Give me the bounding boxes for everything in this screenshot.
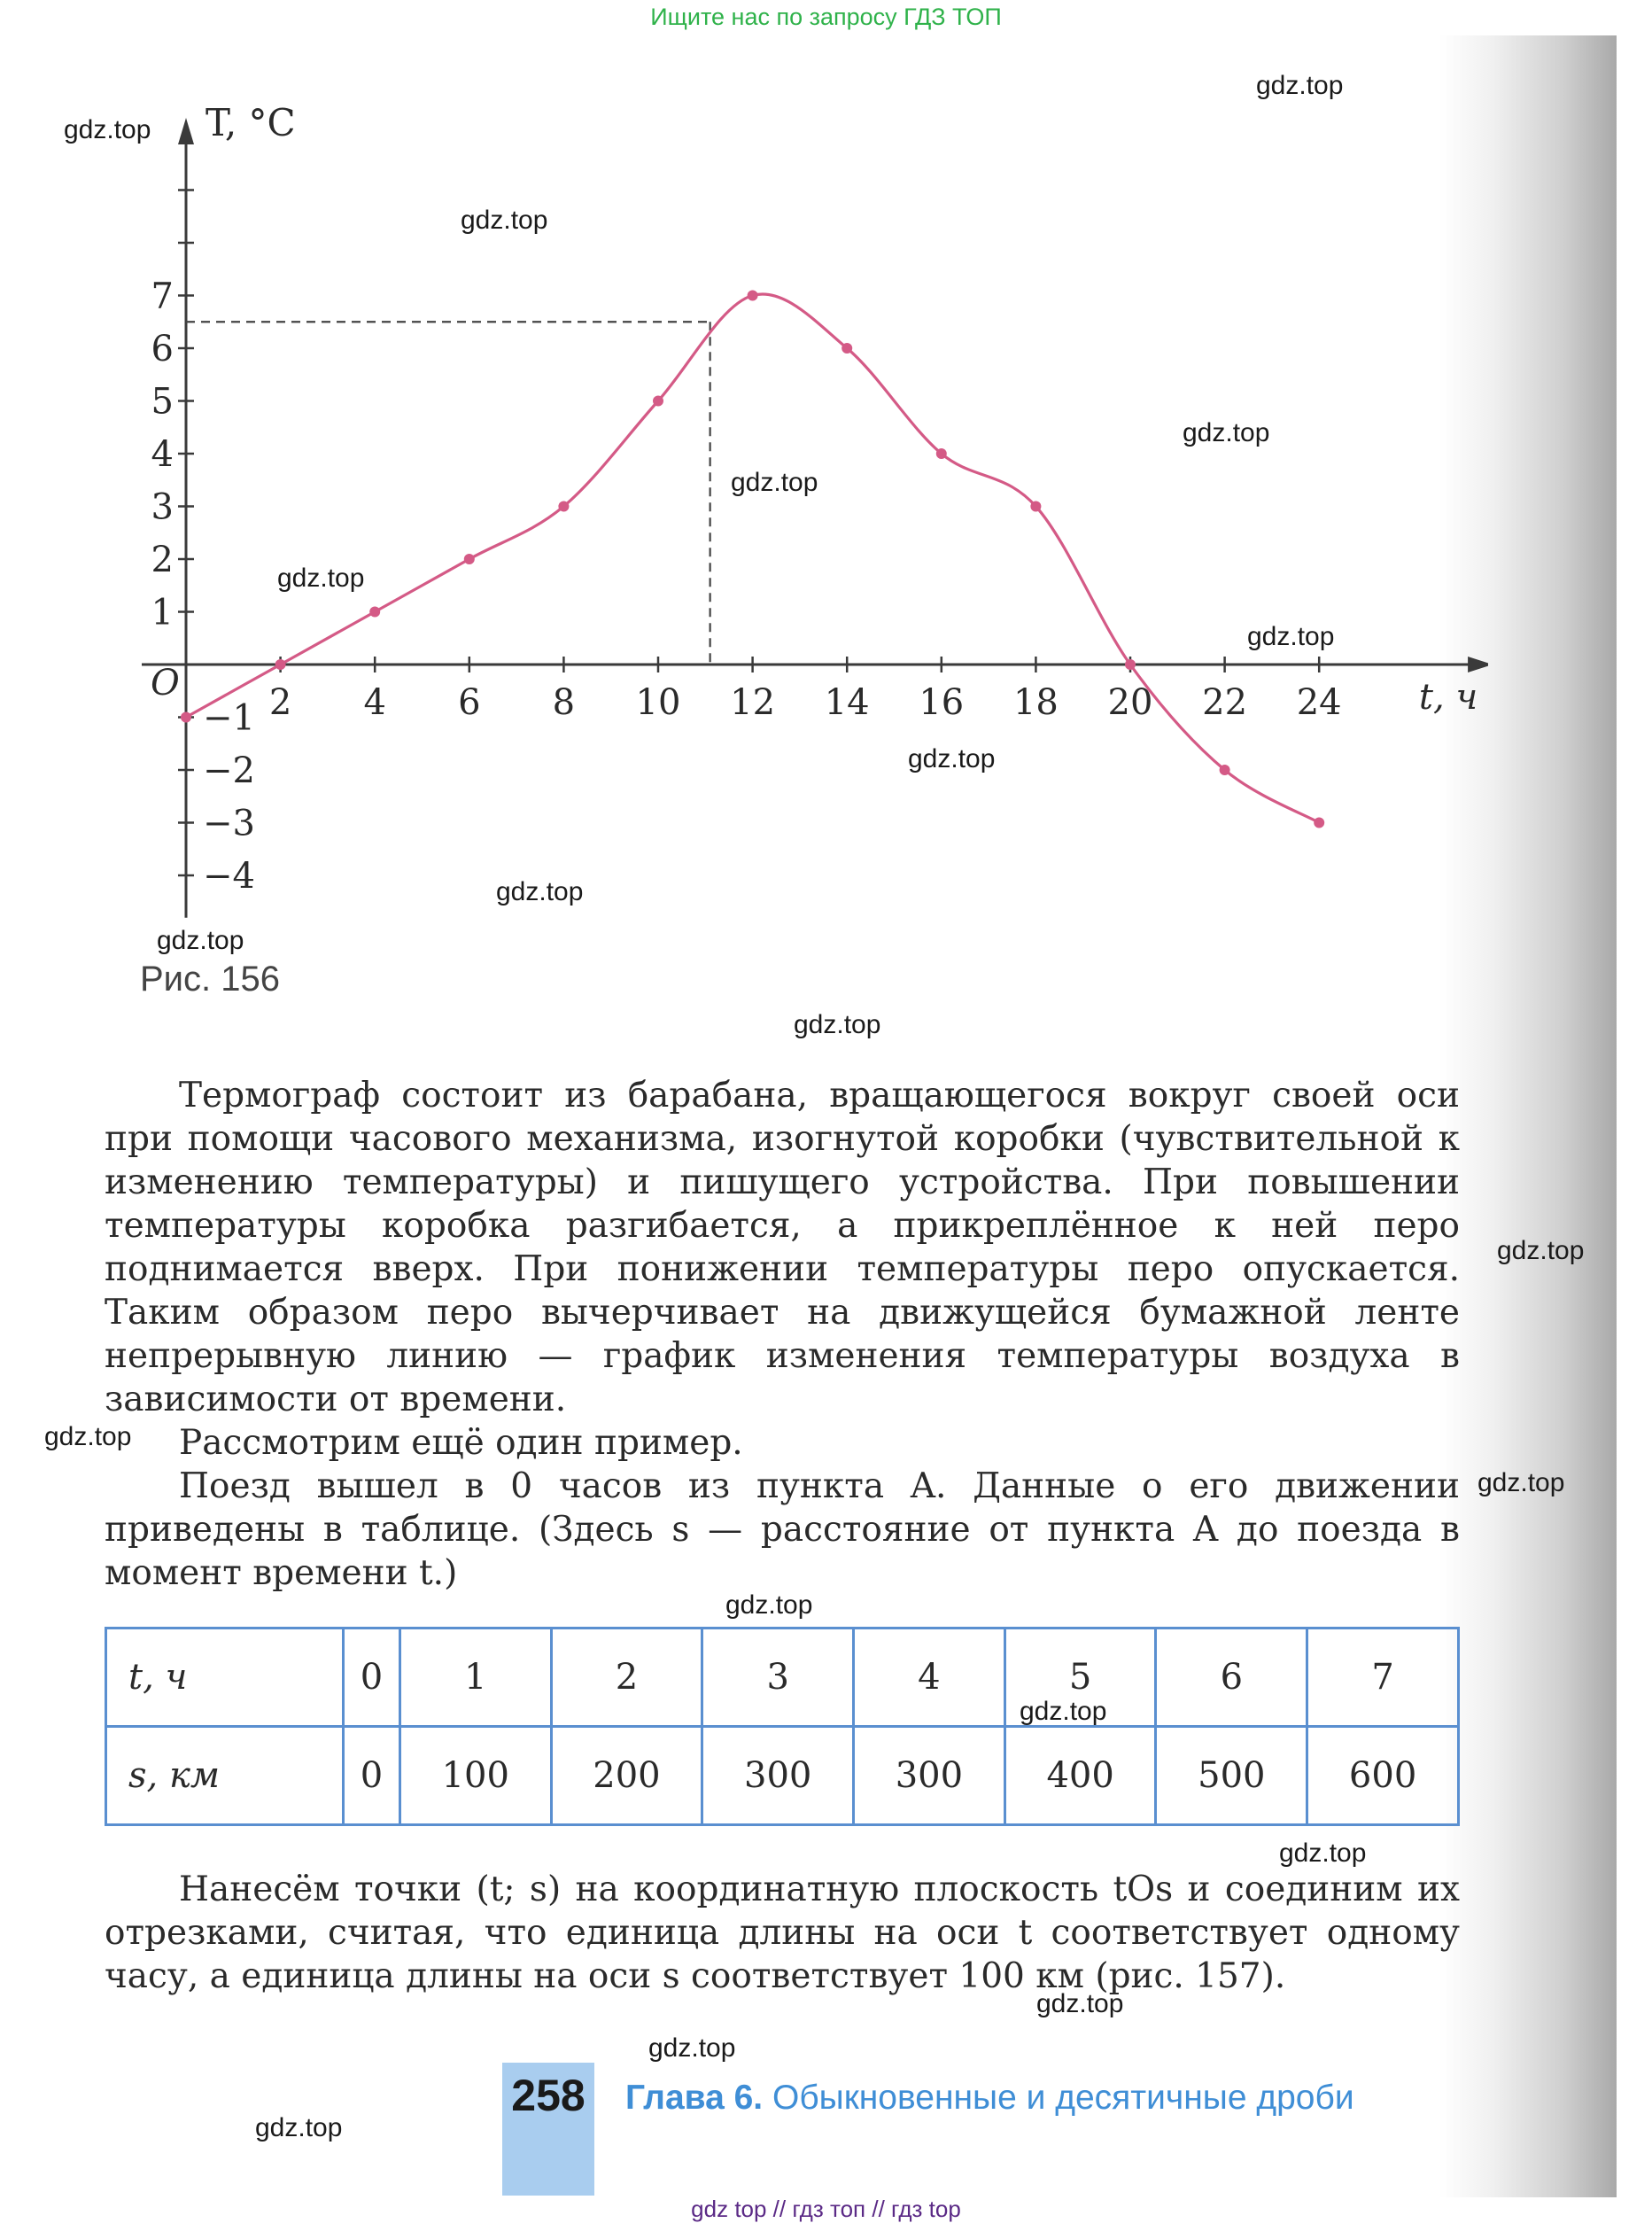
table-cell: 4 (854, 1629, 1005, 1727)
y-axis-arrow (178, 118, 194, 144)
y-tick-label: 4 (151, 434, 174, 475)
table-header-t: t, ч (106, 1629, 344, 1727)
watermark: gdz.top (1020, 1697, 1107, 1726)
bottom-links[interactable]: gdz top // гдз топ // гдз top (691, 2196, 961, 2222)
table-row-t (106, 1629, 1459, 1727)
paragraph-thermograph: Термограф состоит из барабана, вращающегося вокруг своей оси при помощи часового механизма, изогнутой коробки (чувствительной к изменению температуры) и пишущего устройства. При повышении температуры коробка разгибается, а прикреплённое к ней перо поднимается вверх. При понижении температуры перо опускается. Таким образом перо вычерчивает на движущейся бумажной ленте непрерывную линию — график изменения температуры воздуха в зависимости от времени. (105, 1076, 1460, 1419)
table-cell: 3 (702, 1629, 854, 1727)
table-cell: 400 (1004, 1727, 1156, 1825)
data-point (936, 448, 947, 459)
paragraph-train: Поезд вышел в 0 часов из пункта A. Данные о его движении приведены в таблице. (Здесь s — расстояние от пункта A до поезда в момент времени t.) (105, 1466, 1460, 1593)
watermark: gdz.top (255, 2113, 343, 2142)
y-tick-label: 6 (151, 329, 174, 369)
table-cell: 0 (344, 1629, 400, 1727)
table-cell: 300 (702, 1727, 854, 1825)
data-point (464, 554, 475, 564)
y-tick-label: −3 (203, 803, 255, 844)
table-cell: 600 (1307, 1727, 1459, 1825)
y-tick-label: 5 (151, 381, 174, 423)
chapter-title (625, 2079, 1354, 2118)
x-tick-label: 8 (552, 682, 576, 723)
y-axis-label: T, °C (206, 101, 296, 144)
watermark: gdz.top (44, 1422, 132, 1451)
x-tick-label: 14 (824, 682, 870, 723)
watermark: gdz.top (1477, 1468, 1565, 1497)
x-tick-label: 20 (1107, 682, 1153, 723)
table-row-s (106, 1727, 1459, 1825)
table-cell: 5 (1004, 1629, 1156, 1727)
watermark: gdz.top (731, 468, 818, 497)
x-axis-arrow (1468, 657, 1488, 672)
x-tick-label: 18 (1012, 682, 1059, 723)
table-cell: 200 (551, 1727, 702, 1825)
watermark: gdz.top (277, 564, 365, 593)
figure-caption: Рис. 156 (140, 960, 280, 999)
watermark: gdz.top (1256, 71, 1344, 100)
data-point (275, 659, 286, 670)
chapter-label: Глава 6. (625, 2079, 764, 2117)
data-point (842, 343, 852, 354)
x-tick-label: 24 (1296, 682, 1342, 723)
y-tick-label: 2 (151, 540, 174, 580)
watermark: gdz.top (1497, 1236, 1585, 1265)
watermark: gdz.top (1247, 622, 1335, 651)
watermark: gdz.top (1183, 418, 1270, 447)
y-tick-label: −2 (203, 750, 255, 791)
watermark: gdz.top (157, 926, 244, 955)
watermark: gdz.top (1279, 1838, 1367, 1868)
x-tick-label: 10 (635, 682, 681, 723)
watermark: gdz.top (794, 1010, 881, 1039)
x-tick-label: 6 (458, 682, 481, 723)
table-cell: 6 (1156, 1629, 1307, 1727)
y-tick-label: 3 (151, 486, 174, 528)
origin-label: O (151, 663, 180, 704)
data-point (1030, 501, 1041, 512)
train-table (105, 1627, 1460, 1826)
paragraph-plot-points: Нанесём точки (t; s) на координатную плоскость tOs и соединим их отрезками, считая, что единица длины на оси t соответствует одному часу, а единица длины на оси s соответствует 100 км (рис. 157). (105, 1870, 1460, 1996)
data-point (748, 291, 758, 301)
watermark: gdz.top (1036, 1989, 1124, 2018)
temperature-chart (0, 89, 1488, 930)
x-tick-label: 4 (363, 682, 386, 723)
watermark: gdz.top (64, 115, 151, 144)
watermark: gdz.top (648, 2033, 736, 2063)
y-tick-label: −4 (203, 856, 255, 897)
watermark: gdz.top (461, 206, 548, 235)
top-banner[interactable]: Ищите нас по запросу ГДЗ ТОП (650, 4, 1002, 30)
data-point (558, 501, 569, 512)
x-tick-label: 22 (1202, 682, 1248, 723)
table-cell: 0 (344, 1727, 400, 1825)
y-tick-label: 1 (151, 592, 174, 634)
data-point (1314, 818, 1324, 828)
watermark: gdz.top (496, 877, 584, 906)
x-tick-label: 16 (919, 682, 965, 723)
y-tick-label: 7 (151, 276, 174, 317)
data-point (1125, 659, 1136, 670)
data-point (181, 712, 191, 723)
data-point (369, 607, 380, 618)
x-tick-label: 12 (730, 682, 776, 723)
data-point (1220, 765, 1230, 775)
table-cell: 300 (854, 1727, 1005, 1825)
chapter-name: Обыкновенные и десятичные дроби (772, 2079, 1354, 2117)
page-number: 258 (511, 2071, 586, 2120)
watermark: gdz.top (908, 744, 996, 773)
x-axis-label: t, ч (1418, 677, 1478, 718)
temperature-curve (186, 294, 1319, 823)
y-tick-label: −1 (203, 697, 255, 739)
table-cell: 100 (399, 1727, 551, 1825)
paragraph-example: Рассмотрим ещё один пример. (179, 1423, 743, 1463)
watermark: gdz.top (725, 1590, 813, 1620)
table-cell: 7 (1307, 1629, 1459, 1727)
table-cell: 1 (399, 1629, 551, 1727)
table-cell: 500 (1156, 1727, 1307, 1825)
table-header-s: s, км (106, 1727, 344, 1825)
x-tick-label: 2 (268, 682, 292, 723)
data-point (653, 396, 663, 407)
table-cell: 2 (551, 1629, 702, 1727)
